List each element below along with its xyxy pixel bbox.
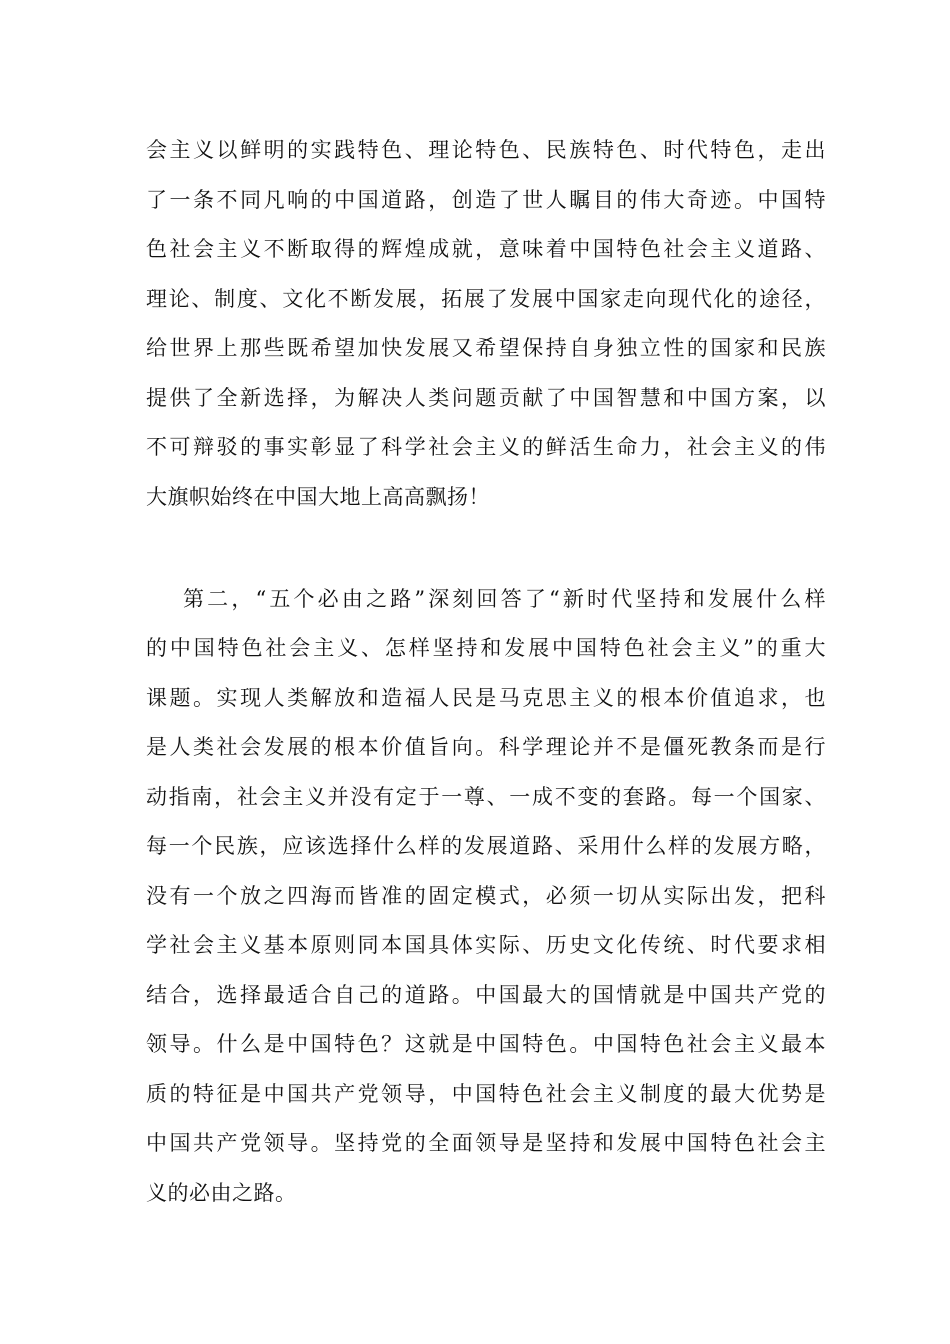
text-line: 给世界上那些既希望加快发展又希望保持自身独立性的国家和民族	[146, 336, 826, 360]
text-line: 结合，选择最适合自己的道路。中国最大的国情就是中国共产党的	[146, 983, 826, 1007]
text-line: 了一条不同凡响的中国道路，创造了世人瞩目的伟大奇迹。中国特	[146, 188, 826, 212]
text-line: 色社会主义不断取得的辉煌成就，意味着中国特色社会主义道路、	[146, 237, 826, 261]
text-line: 学社会主义基本原则同本国具体实际、历史文化传统、时代要求相	[146, 933, 826, 957]
text-line: 领导。什么是中国特色？这就是中国特色。中国特色社会主义最本	[146, 1032, 826, 1056]
text-line: 没有一个放之四海而皆准的固定模式，必须一切从实际出发，把科	[146, 884, 826, 908]
text-line: 义的必由之路。	[146, 1181, 297, 1205]
text-line: 课题。实现人类解放和造福人民是马克思主义的根本价值追求，也	[146, 686, 826, 710]
text-line: 的中国特色社会主义、怎样坚持和发展中国特色社会主义”的重大	[146, 636, 826, 660]
text-line: 中国共产党领导。坚持党的全面领导是坚持和发展中国特色社会主	[146, 1131, 826, 1155]
text-line: 大旗帜始终在中国大地上高高飘扬！	[146, 485, 490, 509]
text-line: 动指南，社会主义并没有定于一尊、一成不变的套路。每一个国家、	[146, 785, 826, 809]
text-line: 第二，“五个必由之路”深刻回答了“新时代坚持和发展什么样	[183, 587, 826, 611]
text-line: 每一个民族，应该选择什么样的发展道路、采用什么样的发展方略，	[146, 834, 826, 858]
text-line: 是人类社会发展的根本价值旨向。科学理论并不是僵死教条而是行	[146, 735, 826, 759]
text-line: 理论、制度、文化不断发展，拓展了发展中国家走向现代化的途径，	[146, 287, 826, 311]
text-line: 会主义以鲜明的实践特色、理论特色、民族特色、时代特色，走出	[146, 138, 826, 162]
text-line: 提供了全新选择，为解决人类问题贡献了中国智慧和中国方案，以	[146, 386, 826, 410]
text-line: 质的特征是中国共产党领导，中国特色社会主义制度的最大优势是	[146, 1082, 826, 1106]
text-line: 不可辩驳的事实彰显了科学社会主义的鲜活生命力，社会主义的伟	[146, 435, 826, 459]
